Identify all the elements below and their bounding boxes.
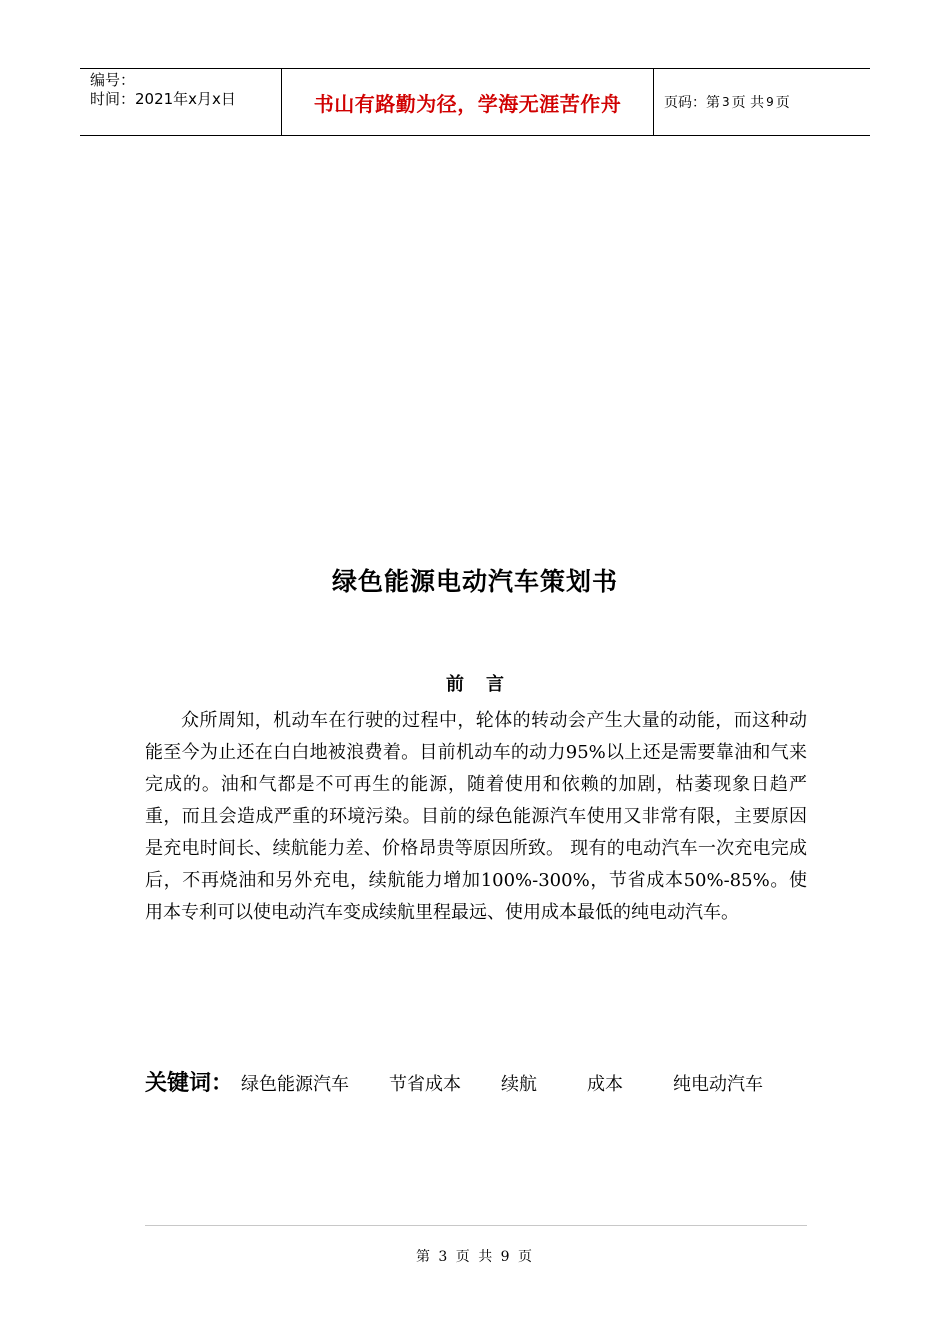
preface-heading: 前言 bbox=[446, 674, 526, 695]
keyword-item: 续航 bbox=[501, 1074, 538, 1095]
footer-page-number: 第 3 页 共 9 页 bbox=[415, 1249, 535, 1265]
preface-body: 众所周知，机动车在行驶的过程中，轮体的转动会产生大量的动能，而这种动能至今为止还在白白地被浪费着。目前机动车的动力95%以上还是需要靠油和气来完成的。油和气都是不可再生的能源，随着使用和依赖的加剧，枯萎现象日趋严重，而且会造成严重的环境污染。目前的绿色能源汽车使用又非常有限，主要原因是充电时间长、续航能力差、价格昂贵等原因所致。 现有的电动汽车一次充电完成后，不再烧油和另外充电，续航能力增加100%-300%，节省成本50%-85%。使用本专利可以使电动汽车变成续航里程最远、使用成本最低的纯电动汽车。 bbox=[145, 710, 807, 923]
page-prefix: 页码：第 bbox=[664, 95, 720, 111]
document-title: 绿色能源电动汽车策划书 bbox=[331, 567, 618, 596]
keyword-item: 节省成本 bbox=[389, 1074, 462, 1095]
keyword-item: 成本 bbox=[587, 1074, 624, 1095]
keywords-label: 关键词： bbox=[145, 1071, 234, 1096]
number-label: 编号： bbox=[90, 71, 136, 89]
header-page-info bbox=[654, 69, 870, 135]
header-meta bbox=[80, 69, 281, 135]
keywords-row bbox=[145, 1066, 763, 1097]
time-label: 时间：2021年x月x日 bbox=[90, 90, 236, 108]
page-mid: 页 共 bbox=[731, 95, 765, 111]
page-current: 3 bbox=[722, 95, 730, 109]
keyword-item: 纯电动汽车 bbox=[673, 1074, 764, 1095]
footer-divider bbox=[145, 1225, 807, 1226]
page-total: 9 bbox=[766, 95, 774, 109]
document-header bbox=[80, 68, 870, 136]
header-motto-cell bbox=[281, 69, 654, 135]
motto: 书山有路勤为径，学海无涯苦作舟 bbox=[313, 91, 622, 116]
keyword-item: 绿色能源汽车 bbox=[241, 1074, 350, 1095]
page-suffix: 页 bbox=[775, 95, 790, 111]
